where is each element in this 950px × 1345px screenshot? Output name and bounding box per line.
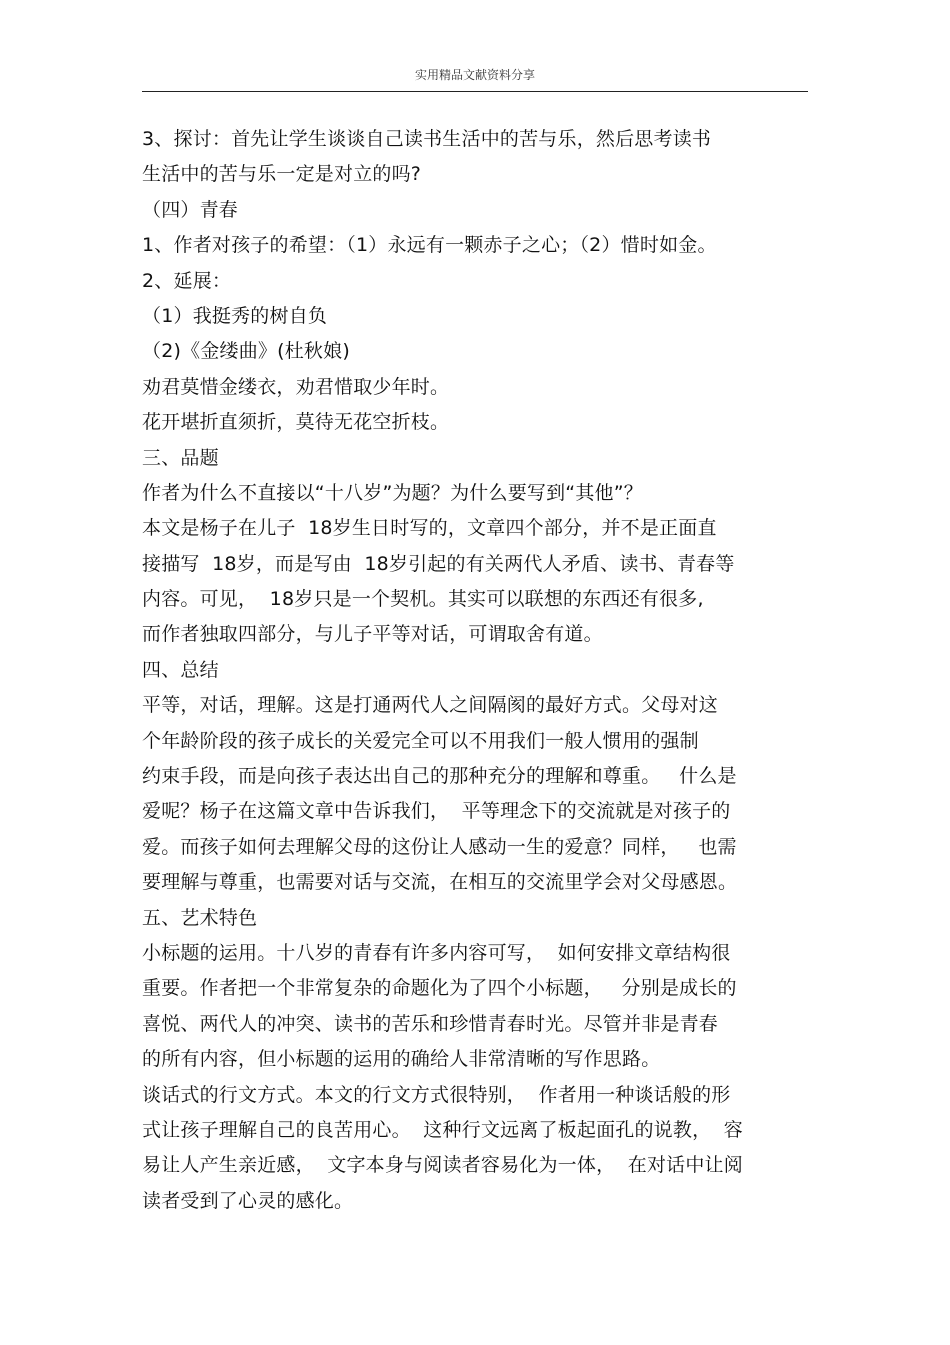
text-line: 读者受到了心灵的感化。: [142, 1189, 354, 1212]
text-line: 平等，对话，理解。这是打通两代人之间隔阂的最好方式。父母对这: [142, 694, 719, 717]
text-line: 谈话式的行文方式。本文的行文方式很特别， 作者用一种谈话般的形: [142, 1083, 731, 1106]
text-line: 要理解与尊重，也需要对话与交流，在相互的交流里学会对父母感恩。: [142, 871, 738, 894]
text-line: 小标题的运用。十八岁的青春有许多内容可写， 如何安排文章结构很: [142, 941, 731, 964]
text-line: 喜悦、两代人的冲突、读书的苦乐和珍惜青春时光。尽管并非是青春: [142, 1012, 719, 1035]
poem-line: 花开堪折直须折，莫待无花空折枝。: [142, 411, 450, 434]
text-line: 而作者独取四部分，与儿子平等对话，可谓取舍有道。: [142, 623, 603, 646]
text-line: 本文是杨子在儿子 18岁生日时写的，文章四个部分，并不是正面直: [142, 517, 717, 540]
text-line: 易让人产生亲近感， 文字本身与阅读者容易化为一体， 在对话中让阅: [142, 1154, 743, 1177]
page-header: 实用精品文献资料分享: [414, 68, 535, 82]
text-line: 约束手段，而是向孩子表达出自己的那种充分的理解和尊重。 什么是: [142, 765, 737, 788]
text-line: 式让孩子理解自己的良苦用心。 这种行文远离了板起面孔的说教， 容: [142, 1118, 743, 1141]
text-line: 作者为什么不直接以“十八岁”为题？为什么要写到“其他”？: [142, 481, 643, 504]
text-line: （2)《金缕曲》(杜秋娘): [142, 340, 350, 363]
text-line: 的所有内容，但小标题的运用的确给人非常清晰的写作思路。: [142, 1048, 661, 1071]
text-line: 接描写 18岁，而是写由 18岁引起的有关两代人矛盾、读书、青春等: [142, 552, 735, 575]
text-line: 爱。而孩子如何去理解父母的这份让人感动一生的爱意？同样， 也需: [142, 835, 737, 858]
poem-line: 劝君莫惜金缕衣，劝君惜取少年时。: [142, 375, 450, 398]
document-body: [142, 122, 814, 1219]
text-line: 生活中的苦与乐一定是对立的吗?: [142, 163, 422, 186]
text-line: 1、作者对孩子的希望：（1）永远有一颗赤子之心；（2）惜时如金。: [142, 234, 717, 257]
text-line: 3、探讨：首先让学生谈谈自己读书生活中的苦与乐，然后思考读书: [142, 128, 712, 150]
text-line: （1）我挺秀的树自负: [142, 304, 328, 327]
text-line: 内容。可见， 18岁只是一个契机。其实可以联想的东西还有很多,: [142, 588, 704, 611]
text-line: 重要。作者把一个非常复杂的命题化为了四个小标题， 分别是成长的: [142, 977, 737, 1000]
text-line: 2、延展：: [142, 269, 232, 292]
section-heading: 三、品题: [142, 446, 219, 469]
section-heading: （四）青春: [142, 198, 239, 221]
header-divider: [142, 91, 808, 92]
section-heading: 四、总结: [142, 658, 219, 681]
section-heading: 五、艺术特色: [142, 906, 258, 929]
text-line: 爱呢？杨子在这篇文章中告诉我们， 平等理念下的交流就是对孩子的: [142, 800, 731, 823]
text-line: 个年龄阶段的孩子成长的关爱完全可以不用我们一般人惯用的强制: [142, 729, 699, 752]
